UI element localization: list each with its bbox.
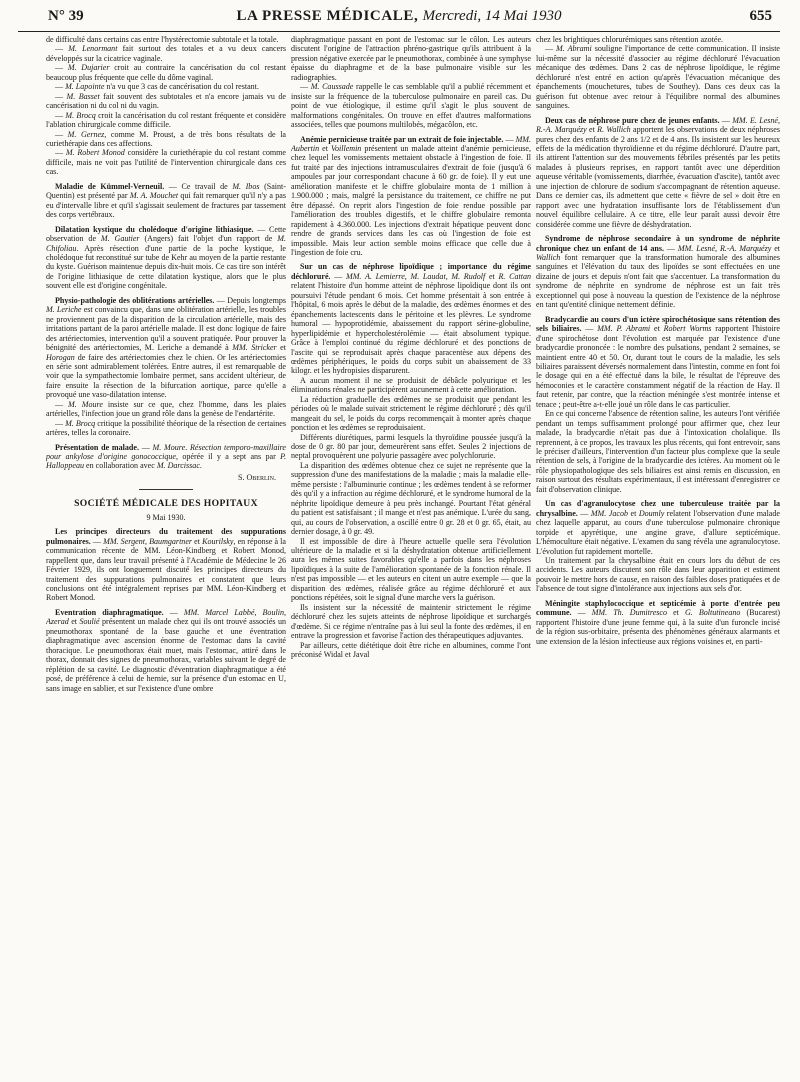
article-arterial: Physio-pathologie des oblitérations artérielles. — Depuis longtemps M. Leriche est convaincu que, dans une oblitération artérielle, les troubles ne proviennent pas de la disparition de la circulation artérielle, mais des irritations partant de la paroi artérielle malade. Il est donc logique de faire des artériectomies, intervention qu'il a souvent pratiquée. Pour prouver la bénignité des artériectomies, M. Leriche a demandé à MM. Stricker et Horogan de faire des artériectomies chez le chien. Or les artériectomies en série sont admirablement tolérées. Entre autres, il est remarquable de voir que la sympathectomie lombaire permet, sans accident ultérieur, de faire ensuite la résection de la bifurcation aortique, parce qu'elle a provoqué une vaso-dilatation intense.: [46, 295, 286, 400]
article-agranulocytose: Un cas d'agranulocytose chez une tuberculeuse traitée par la chrysalbine. — MM. Jacob et Doumly relatent l'observation d'une malade chez laquelle apparut, au cours d'une tuberculose pulmonaire chronique torpide et apyrétique, une angine grave, d'allure septicémique. L'hémoculture était négative. L'examen du sang révéla une agranulocytose. L'évolution fut rapidement mortelle.: [536, 499, 780, 556]
column-2: [291, 35, 531, 1075]
article-choledoque: Dilatation kystique du cholédoque d'origine lithiasique. — Cette observation de M. Gautier (Angers) fait l'objet d'un rapport de M. Chifoliau. Après résection d'une partie de la poche kystique, le cholédoque fut reconstitué sur tube de Kehr au moyen de la partie restante du kyste. Guérison maintenue depuis dix-huit mois. Ce cas tire son intérêt de l'origine lithiasique de cette dilatation kystique, alors que le plus souvent elle est d'origine congénitale.: [46, 224, 286, 291]
column-1: [46, 35, 286, 1075]
article-meningite: Méningite staphylococcique et septicémie à porte d'entrée peu commune. — MM. Th. Dumitresco et G. Boltutineano (Bucarest) rapportent l'histoire d'une jeune femme qui, à la suite d'un furoncle incisé de la région sus-orbitaire, présenta des phénomènes généraux alarmants et une extension de la lésion infectieuse aux régions voisines et, en parti-: [536, 598, 780, 646]
journal-name: LA PRESSE MÉDICALE,: [236, 8, 419, 24]
author-signature: S. Oberlin.: [238, 472, 276, 482]
article-title: Anémie pernicieuse traitée par un extrait de foie injectable.: [300, 134, 504, 144]
article-presentation: Présentation de malade. — M. Moure. Résection temporo-maxillaire pour ankylose d'origine gonococcique, opérée il y a sept ans par P. Halloppeau en collaboration avec M. Darcissac.: [46, 442, 286, 471]
article-title: Syndrome de néphrose secondaire à un syndrome de néphrite chronique chez un enfant de 14 ans.: [536, 234, 780, 253]
article-title: Deux cas de néphrose pure chez de jeunes enfants.: [545, 115, 720, 125]
issue-number: N° 39: [48, 8, 84, 24]
paragraph: Ils insistent sur la nécessité de maintenir strictement le régime déchloruré chez les sujets atteints de néphrose lipoïdique et surchargés d'œdème. Si ce régime n'entraîne pas à lui seul la fonte des œdèmes, il en entrave la progression et favorise l'action des thérapeutiques adjuvantes.: [291, 602, 531, 641]
paragraph: chez les brightiques chlorurémiques sans rétention azotée.: [536, 35, 724, 44]
paragraph: — M. Dujarier croit au contraire la cancérisation du col restant beaucoup plus fréquente que celle du dôme vaginal.: [46, 63, 286, 82]
paragraph: Différents diurétiques, parmi lesquels la thyroïdine poussée jusqu'à la dose de 0 gr. 80 par jour, demeurèrent sans effet. Seules 2 injections de neptal provoquèrent une polyurie passagère avec polychlorurie.: [291, 432, 531, 461]
article-title: Bradycardie au cours d'un ictère spirochétosique sans rétention des sels biliaires.: [536, 314, 780, 334]
journal-title: [18, 8, 780, 25]
paragraph: diaphragmatique passant en pont de l'estomac sur le côlon. Les auteurs discutent l'origine de l'attraction phréno-gastrique qu'ils attribuent à la pression négative exercée par le pneumothorax, combinée à une symphyse épaisse du diaphragme et de la base pulmonaire visible sur les radiographies.: [291, 35, 531, 82]
article-bradycardie: Bradycardie au cours d'un ictère spirochétosique sans rétention des sels biliaires. — MM. P. Abrami et Robert Worms rapportent l'histoire d'une spirochétose dont l'évolution est marquée par l'existence d'une bradycardie prononcée : le nombre des pulsations, pendant 2 semaines, se maintient entre 40 et 50. Or, durant tout le cours de la maladie, les sels biliaires paraissent déversés normalement dans l'intestin, comme en font foi le dosage qui en a été effectué dans la bile, le résultat de l'épreuve des hémoconies et le caractère constamment négatif de la réaction de Hay. Il faut retenir, par contre, que la réaction méningée s'est montrée intense et tenace ; peut-être a-t-elle joué un rôle dans le cas particulier.: [536, 314, 780, 409]
paragraph: de difficulté dans certains cas entre l'hystérectomie subtotale et la totale.: [46, 35, 279, 44]
article-title: Sur un cas de néphrose lipoïdique ; importance du régime déchloruré.: [291, 262, 531, 281]
paragraph: La disparition des œdèmes obtenue chez ce sujet ne représente que la suppression d'une des manifestations de la maladie ; mais la maladie elle-même persiste : l'albuminurie continue ; les œdèmes tendent à se reformer dès qu'il y a infraction au régime déchloruré, et le syndrome humoral de la néphrite lipoïdique demeure à peu près inchangé. Pourtant l'état général du patient est satisfaisant ; il mange et n'est pas anémique. L'urée du sang, qui, au cours de l'observation, a oscillé entre 0 gr. 28 et 0 gr. 65, était, au dernier dosage, à 0 gr. 49.: [291, 460, 531, 537]
article-title: Maladie de Kümmel-Verneuil.: [55, 181, 165, 191]
paragraph: Un traitement par la chrysalbine était en cours lors du début de ces accidents. Les auteurs discutent son rôle dans leur apparition et estiment pouvoir le mettre hors de cause, en raison des faibles doses pratiquées et de l'absence de tout signe d'intolérance aux injections aux sels d'or.: [536, 556, 780, 594]
article-syndrome: Syndrome de néphrose secondaire à un syndrome de néphrite chronique chez un enfant de 14 ans. — MM. Lesné, R.-A. Marquézy et Wallich font remarquer que la transformation humorale des albumines sanguines et l'élévation du taux des lipoïdes se sont effectuées en une dizaine de jours et depuis n'ont fait que s'accentuer. La transformation du syndrome de néphrite en syndrome de néphrose est un fait très exceptionnel qui pose à nouveau la question de l'existence de la néphrose en tant qu'entité clinique nettement définie.: [536, 234, 780, 310]
article-title: Un cas d'agranulocytose chez une tuberculeuse traitée par la chrysalbine.: [536, 499, 780, 518]
page-number: 655: [749, 8, 772, 24]
header-rule: [18, 31, 780, 32]
article-suppurations: Les principes directeurs du traitement des suppurations pulmonaires. — MM. Sergent, Baumgartner et Kourilsky, en réponse à la communication récente de MM. Léon-Kindberg et Robert Monod, rappellent que, dans leur travail présenté à l'Académie de Médecine le 26 Février 1929, ils ont longuement discuté les principes directeurs du traitement des suppurations pulmonaires et constatent que leurs conclusions ont été intégralement reprises par MM. Léon-Kindberg et Robert Monod.: [46, 527, 286, 603]
paragraph: — M. Brocq croit la cancérisation du col restant fréquente et considère l'ablation chirurgicale comme difficile.: [46, 110, 286, 130]
article-title: Eventration diaphragmatique.: [55, 607, 164, 617]
paragraph: En ce qui concerne l'absence de rétention saline, les auteurs l'ont vérifiée pendant un temps suffisamment prolongé pour affirmer que, chez leur malade, la bradycardie n'était pas due à l'intoxication cholalique. Ils reprennent, à ce propos, les travaux les plus récents, qui font entrevoir, sans le préciser d'ailleurs, l'intervention d'un facteur plus complexe que la seule rétention de sels, à l'origine de la bradycardie des ictères. Au moment où le rôle physiopathologique des sels biliaires est ainsi remis en discussion, en raison surtout des résultats expérimentaux, il est intéressant d'enregistrer ce fait d'observation clinique.: [536, 409, 780, 494]
column-3: [536, 35, 780, 1075]
article-title: Physio-pathologie des oblitérations artérielles.: [55, 295, 215, 305]
paragraph: A aucun moment il ne se produisit de débâcle polyurique et les éliminations rénales ne participèrent aucunement à cette amélioration.: [291, 375, 531, 395]
article-title: Méningite staphylococcique et septicémie à porte d'entrée peu commune.: [536, 598, 780, 618]
paragraph: — M. Basset fait souvent des subtotales et n'a encore jamais vu de cancérisation ni du col ni du vagin.: [46, 91, 286, 111]
section-divider: [139, 489, 193, 490]
paragraph: — M. Brocq critique la possibilité théorique de la résection de certaines artères, telles la coronaire.: [46, 418, 286, 438]
section-date: 9 Mai 1930.: [146, 512, 186, 522]
paragraph: — M. Caussade rappelle le cas semblable qu'il a publié récemment et insiste sur la fréquence de la tuberculose pulmonaire en pareil cas. Du point de vue étiologique, il estime qu'il s'agit le plus souvent de malformations congénitales. On trouve en effet d'autres malformations associées, telles que poumons multilobés, mégacôlon, etc.: [291, 82, 531, 130]
paragraph: Par ailleurs, cette diététique doit être riche en albumines, comme l'ont préconisé Widal et Javal: [291, 640, 531, 659]
paragraph: Il est impossible de dire à l'heure actuelle quelle sera l'évolution ultérieure de la maladie et si la déshydratation obtenue artificiellement aura les mêmes suites favorables qu'elle a parfois dans les néphroses lipoïdiques à la suite de l'amélioration spontanée de la fonction rénale. Il n'est pas impossible — et les auteurs en citent un autre exemple — que la disparition des œdèmes, réalisée grâce au régime déchloruré et aux ponctions répétées, soit le signal d'une marche vers la guérison.: [291, 536, 531, 603]
paragraph: — M. Lenormant fait surtout des totales et a vu deux cancers développés sur la cicatrice vaginale.: [46, 44, 286, 63]
article-eventration: Eventration diaphragmatique. — MM. Marcel Labbé, Boulin, Azerad et Soulié présentent un malade chez qui ils ont trouvé associés un pneumothorax spontané de la base gauche et une éventration diaphragmatique avec ascension énorme de l'estomac dans la cavité thoracique. Le pneumothorax était muet, mais l'estomac, attiré dans le thorax, donnait des signes de pneumothorax, variables suivant le degré de réplétion de sa cavité. Le diagnostic d'éventration diaphragmatique a été posé, de préférence à celui de hernie, sur la présence d'un estomac en U, sans image en sablier, et sur l'existence d'une ombre: [46, 607, 286, 693]
paragraph: — M. Lapointe n'a vu que 3 cas de cancérisation du col restant.: [55, 82, 259, 92]
paragraph: — M. Abrami souligne l'importance de cette communication. Il insiste lui-même sur la nécessité d'associer au régime déchloruré l'évacuation mécanique des œdèmes. Dans 2 cas de néphrose lipoïdique, le régime déchloruré n'est entré en action qu'après l'évacuation mécanique des épanchements (mouchetures, tubes de Southey). Dans ces deux cas la guérison fut obtenue avec retour à l'équilibre normal des albumines sanguines.: [536, 44, 780, 111]
article-title: Les principes directeurs du traitement des suppurations pulmonaires.: [46, 527, 286, 546]
article-anemie: Anémie pernicieuse traitée par un extrait de foie injectable. — MM. Aubertin et Voillemin présentent un malade atteint d'anémie pernicieuse, chez lequel les vomissements mettaient obstacle à l'ingestion de foie. Il fut traité par des injections intramusculaires d'extrait de foie (jusqu'à 6 ampoules par jour correspondant chacune à 60 gr. de foie). Il y eut une amélioration manifeste et le chiffre globulaire monta de 1 million à 1.900.000 ; mais, malgré la persistance du traitement, ce chiffre ne put être dépassé. On reprit alors l'ingestion de foie rendue possible par l'amélioration des troubles digestifs, et le chiffre globulaire remonta rapidement à 4.360.000. Les injections d'extrait hépatique peuvent donc rendre de grands services dans les cas où l'ingestion de foie est impossible. Mais leur action semble moins efficace que celle due à l'ingestion de foie cru.: [291, 134, 531, 257]
article-title: Dilatation kystique du cholédoque d'origine lithiasique.: [55, 224, 254, 234]
article-title: Présentation de malade.: [55, 442, 139, 452]
article-enfants: Deux cas de néphrose pure chez de jeunes enfants. — MM. E. Lesné, R.-A. Marquézy et R. Wallich apportent les observations de deux néphroses pures chez des enfants de 2 ans 1/2 et de 4 ans. Ils insistent sur les heureux effets de la médication thyroïdienne et du régime déchloruré. D'autre part, ils attirent l'attention sur des mouvements fébriles présentés par les petits malades à plusieurs reprises, en rapport tantôt avec une déperdition aqueuse véritable (vomissements, diarrhée, évacuation d'ascite), tantôt avec une injection de chlorure de sodium s'accompagnant de rétention aqueuse. Dans ce dernier cas, ils admettent que cette « fièvre de sel » doit être en rapport avec une hydratation insuffisante lors de l'établissement d'un nouvel équilibre cellulaire. A ce titre, elle leur paraît aussi devoir être considérée comme une fièvre de déshydratation.: [536, 115, 780, 229]
section-heading: SOCIÉTÉ MÉDICALE DES HOPITAUX: [74, 498, 258, 510]
paragraph: — M. Moure insiste sur ce que, chez l'homme, dans les plaies artérielles, l'infection joue un grand rôle dans la genèse de l'endartérite.: [46, 399, 286, 419]
issue-date: Mercredi, 14 Mai 1930: [422, 8, 562, 24]
article-nephrose: Sur un cas de néphrose lipoïdique ; importance du régime déchloruré. — MM. A. Lemierre, M. Laudat, M. Rudolf et R. Cattan relatent l'histoire d'un homme atteint de néphrose lipoïdique dont ils ont poursuivi l'étude pendant 6 mois. Cet homme présentait à son entrée à l'hôpital, 6 mois après le début de la maladie, des œdèmes énormes et des épanchements lactescents dans le péritoine et les plèvres. Le syndrome humoral — hypoprotidémie, abaissement du rapport sérine-globuline, hyperlipidémie et hypercholestérolémie — était absolument typique. Grâce à l'emploi continué du régime déchloruré et des ponctions de l'ascite qui se reproduisait après chaque paracentèse aux dépens des œdèmes périphériques, le poids du corps subit un abaissement de 33 kilogr. et les hydropisies disparurent.: [291, 262, 531, 376]
paragraph: — M. Gernez, comme M. Proust, a de très bons résultats de la curiethérapie dans ces affections.: [46, 129, 286, 148]
running-header: [18, 8, 780, 30]
paragraph: — M. Robert Monod considère la curiethérapie du col restant comme difficile, mais ne voit pas l'utilité de l'intervention chirurgicale dans ces cas.: [46, 148, 286, 177]
paragraph: La réduction graduelle des œdèmes ne se produisit que pendant les périodes où le malade suivait strictement le régime déchloruré ; dès qu'il mangeait du sel, le poids du corps recommençait à monter après chaque ponction et les œdèmes se reproduisaient.: [291, 394, 531, 433]
article-kummel: Maladie de Kümmel-Verneuil. — Ce travail de M. Ibos (Saint-Quentin) est présenté par M. A. Mouchet qui fait remarquer qu'il n'y a pas eu d'intervalle libre et qu'il s'agissait seulement de fractures par tassement des corps vertébraux.: [46, 181, 286, 220]
